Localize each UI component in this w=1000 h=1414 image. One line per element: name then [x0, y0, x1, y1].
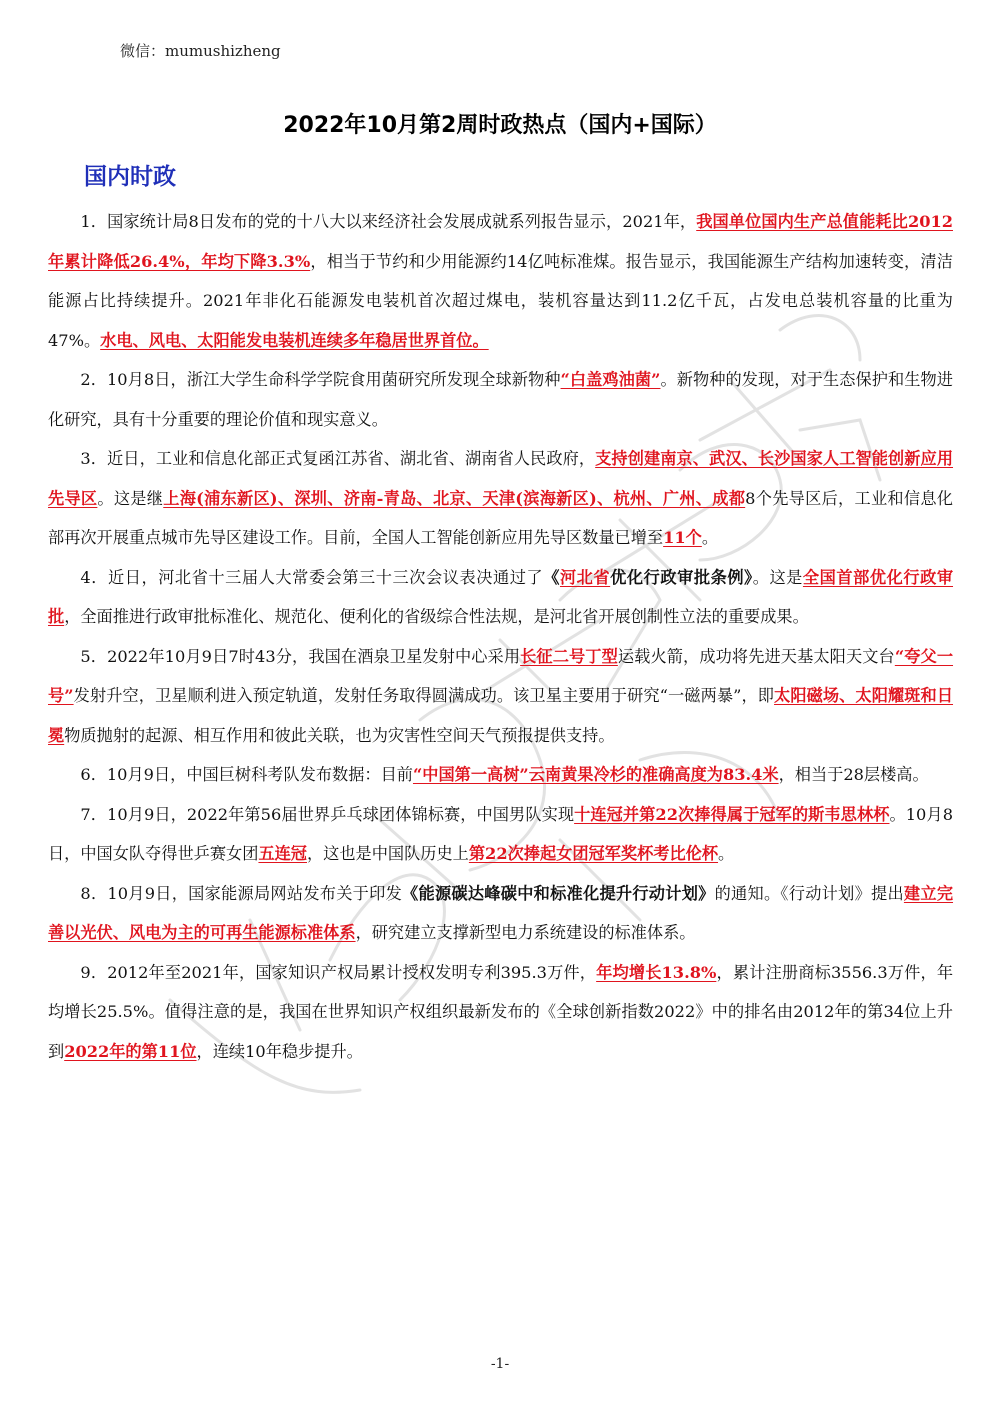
highlight-text: 支持创建南京、武汉、长沙国家人工智能创新应用先导区: [48, 449, 954, 508]
body-text: ，相当于节约和少用能源约14亿吨标准煤。报告显示，我国能源生产结构加速转变，清洁能源占比持续提升。2021年非化石能源发电装机首次超过煤电，装机容量达到11.2亿千瓦，占发电总装机容量的比重为47%。: [48, 251, 953, 350]
body-text: 5．2022年10月9日7时43分，我国在酒泉卫星发射中心采用: [80, 646, 521, 666]
body-text: 发射升空，卫星顺利进入预定轨道，发射任务取得圆满成功。该卫星主要用于研究“一磁两暴”，即: [73, 686, 775, 705]
body-text: ，连续10年稳步提升。: [196, 1041, 363, 1061]
news-item: [48, 439, 953, 558]
body-text: 7．10月9日，2022年第56届世界乒乓球团体锦标赛，中国男队实现: [80, 804, 575, 824]
body-text: 。这是: [752, 567, 803, 587]
highlight-text: “白盖鸡油菌”: [560, 370, 661, 389]
body-text: ，全面推进行政审批标准化、规范化、便利化的省级综合性法规，是河北省开展创制性立法的重要成果。: [64, 607, 809, 626]
body-text: 9．2012年至2021年，国家知识产权局累计授权发明专利395.3万件，: [80, 962, 597, 982]
highlight-text: 长征二号丁型: [520, 646, 618, 666]
news-item: [48, 795, 953, 874]
bold-text: 《: [543, 567, 560, 587]
body-text: 2．10月8日，浙江大学生命科学学院食用菌研究所发现全球新物种: [80, 370, 561, 389]
highlight-text: “夸父一号”: [48, 646, 954, 705]
body-text: 。这是继: [97, 488, 164, 508]
news-item: [48, 874, 953, 953]
body-text: 8．10月9日，国家能源局网站发布关于印发: [80, 883, 403, 903]
body-text: 4．近日，河北省十三届人大常委会第三十三次会议表决通过了: [80, 567, 544, 587]
wechat-id-header: 微信：mumushizheng: [120, 42, 281, 60]
body-text: ，这也是中国队历史上: [307, 844, 469, 863]
highlight-text: 太阳磁场、太阳耀斑和日冕: [48, 686, 954, 745]
body-text: 。: [701, 528, 719, 547]
news-item: [48, 360, 953, 439]
body-text: ，研究建立支撑新型电力系统建设的标准体系。: [355, 923, 696, 942]
news-item: [48, 953, 953, 1072]
body-text: 的通知。《行动计划》提出: [714, 883, 904, 903]
highlight-text: 上海(浦东新区)、深圳、济南-青岛、北京、天津(滨海新区)、杭州、广州、成都: [163, 488, 746, 508]
body-text: 3．近日，工业和信息化部正式复函江苏省、湖北省、湖南省人民政府，: [80, 449, 596, 468]
news-list: [48, 202, 953, 1071]
body-text: ，相当于28层楼高。: [778, 765, 929, 784]
body-text: 6．10月9日，中国巨树科考队发布数据：目前: [80, 765, 413, 784]
body-text: 物质抛射的起源、相互作用和彼此关联，也为灾害性空间天气预报提供支持。: [64, 725, 615, 745]
highlight-text: 第22次捧起女团冠军奖杯考比伦杯: [468, 844, 719, 863]
news-item: [48, 558, 953, 637]
page-title: 2022年10月第2周时政热点（国内+国际）: [283, 113, 717, 138]
highlight-text: 2022年的第11位: [64, 1041, 197, 1061]
highlight-text: “中国第一高树”云南黄果冷杉的准确高度为83.4米: [412, 765, 779, 784]
bold-text: 《能源碳达峰碳中和标准化提升行动计划》: [402, 883, 715, 903]
bold-text: 优化行政审批条例》: [610, 567, 753, 587]
news-item: [48, 202, 953, 360]
highlight-text: 水电、风电、太阳能发电装机连续多年稳居世界首位。: [100, 330, 489, 350]
body-text: 。: [718, 844, 735, 863]
highlight-text: 11个: [663, 528, 702, 547]
body-text: ，累计注册商标3556.3万件，年均增长25.5%。值得注意的是，我国在世界知识产权组织最新发布的《全球创新指数2022》中的排名由2012年的第34位上升到: [48, 962, 954, 1061]
highlight-text: 河北省: [559, 567, 611, 587]
highlight-text: 五连冠: [258, 844, 307, 863]
highlight-text: 我国单位国内生产总值能耗比2012年累计降低26.4%，年均下降3.3%: [48, 212, 953, 271]
section-title-domestic: 国内时政: [84, 164, 176, 190]
body-text: 。新物种的发现，对于生态保护和生物进化研究，具有十分重要的理论价值和现实意义。: [48, 370, 953, 429]
highlight-text: 十连冠并第22次捧得属于冠军的斯韦思林杯: [574, 804, 890, 824]
news-item: [48, 755, 953, 795]
highlight-text: 全国首部优化行政审批: [48, 567, 954, 626]
body-text: 运载火箭，成功将先进天基太阳天文台: [617, 646, 895, 666]
news-item: [48, 637, 953, 756]
body-text: 1．国家统计局8日发布的党的十八大以来经济社会发展成就系列报告显示，2021年，: [80, 212, 697, 231]
body-text: 8个先导区后，工业和信息化部再次开展重点城市先导区建设工作。目前，全国人工智能创新应用先导区数量已增至: [48, 488, 953, 547]
highlight-text: 建立完善以光伏、风电为主的可再生能源标准体系: [48, 883, 954, 942]
body-text: 。10月8日，中国女队夺得世乒赛女团: [48, 804, 953, 863]
highlight-text: 年均增长13.8%: [596, 962, 717, 982]
page-number: -1-: [490, 1356, 510, 1372]
